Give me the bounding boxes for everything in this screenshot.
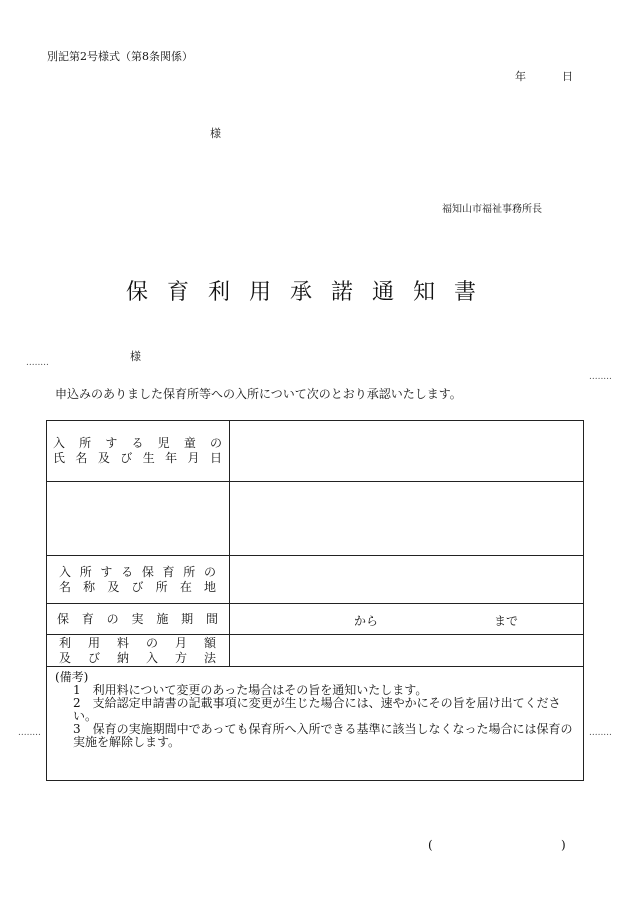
notes-heading: (備考) — [55, 670, 89, 684]
perforation-mark-left-bottom: ........ — [18, 728, 41, 738]
child-label-cell — [47, 421, 230, 482]
period-label: 保育の実施期間 — [57, 611, 219, 626]
perforation-mark-right-bottom: ........ — [589, 728, 612, 738]
table-row-child — [47, 421, 584, 482]
document-title: 保育利用承諾通知書 — [126, 280, 496, 305]
fee-label-line2: 及び納入方法 — [59, 650, 217, 665]
blank-label-cell — [47, 482, 230, 556]
form-number: 別記第2号様式（第8条関係） — [47, 50, 193, 63]
table-row-facility — [47, 556, 584, 604]
recipient-suffix: 様 — [130, 350, 141, 363]
fee-label-cell — [47, 635, 230, 667]
blank-value-cell — [230, 482, 584, 556]
note-item-3: 3 保育の実施期間中であっても保育所へ入所できる基準に該当しなくなった場合には保育の実施を解除します。 — [73, 722, 573, 749]
perforation-mark-right-top: ........ — [589, 372, 612, 382]
facility-value-cell — [230, 556, 584, 604]
facility-label-cell — [47, 556, 230, 604]
date-day-label: 日 — [562, 70, 573, 83]
period-to: まで — [494, 614, 519, 628]
footer-close-paren: ) — [561, 838, 566, 852]
fee-value-cell — [230, 635, 584, 667]
period-from: から — [354, 614, 379, 628]
perforation-mark-left-top: ........ — [26, 358, 49, 368]
table-row-notes — [47, 667, 584, 781]
facility-label-line1: 入所する保育所の — [59, 564, 217, 579]
note-item-2: 2 支給認定申請書の記載事項に変更が生じた場合には、速やかにその旨を届け出てください。 — [73, 696, 561, 723]
facility-label-line2: 名称及び所在地 — [59, 579, 217, 594]
intro-text: 申込みのありました保育所等への入所について次のとおり承認いたします。 — [55, 387, 462, 401]
addressee-suffix: 様 — [210, 127, 221, 140]
notes-cell — [47, 667, 584, 781]
child-value-cell — [230, 421, 584, 482]
note-item-1: 1 利用料について変更のあった場合はその旨を通知いたします。 — [73, 683, 428, 697]
footer-open-paren: ( — [428, 838, 433, 852]
issuer-name: 福知山市福祉事務所長 — [442, 204, 542, 215]
fee-label-line1: 利用料の月額 — [59, 635, 217, 650]
child-label-line2: 氏名及び生年月日 — [53, 451, 223, 465]
date-year-label: 年 — [515, 70, 526, 83]
table-row-fee — [47, 635, 584, 667]
table-row-blank — [47, 482, 584, 556]
table-row-period — [47, 604, 584, 635]
period-label-cell — [47, 604, 230, 635]
child-label-line1: 入所する児童の — [53, 436, 223, 450]
approval-form-table — [46, 420, 584, 781]
period-value-cell — [230, 604, 584, 635]
